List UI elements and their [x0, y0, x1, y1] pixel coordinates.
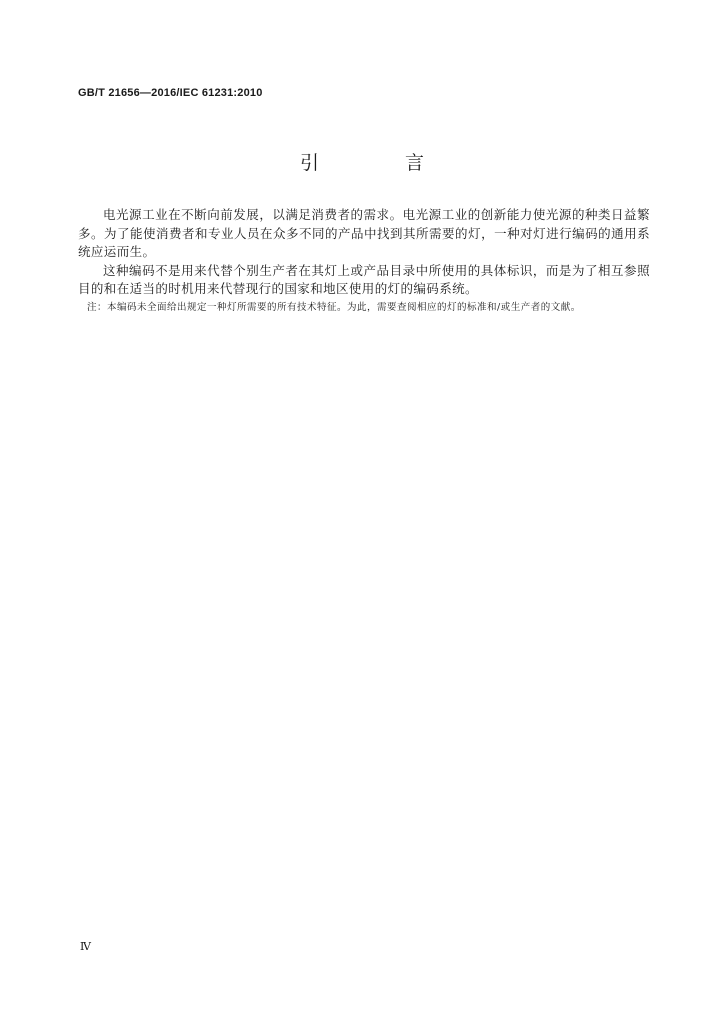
introduction-body: [78, 206, 650, 315]
note: 注：本编码未全面给出规定一种灯所需要的所有技术特征。为此，需要查阅相应的灯的标准和/或生产者的文献。: [87, 301, 581, 313]
paragraph-2: 这种编码不是用来代替个别生产者在其灯上或产品目录中所使用的具体标识，而是为了相互参照目的和在适当的时机用来代替现行的国家和地区使用的灯的编码系统。: [78, 262, 650, 296]
page-title: 引 言: [299, 152, 465, 174]
standard-code: GB/T 21656—2016/IEC 61231:2010: [78, 87, 263, 99]
page-number: Ⅳ: [80, 941, 91, 953]
paragraph-1: 电光源工业在不断向前发展，以满足消费者的需求。电光源工业的创新能力使光源的种类日益繁多。为了能使消费者和专业人员在众多不同的产品中找到其所需要的灯，一种对灯进行编码的通用系统应运而生。: [78, 207, 650, 259]
